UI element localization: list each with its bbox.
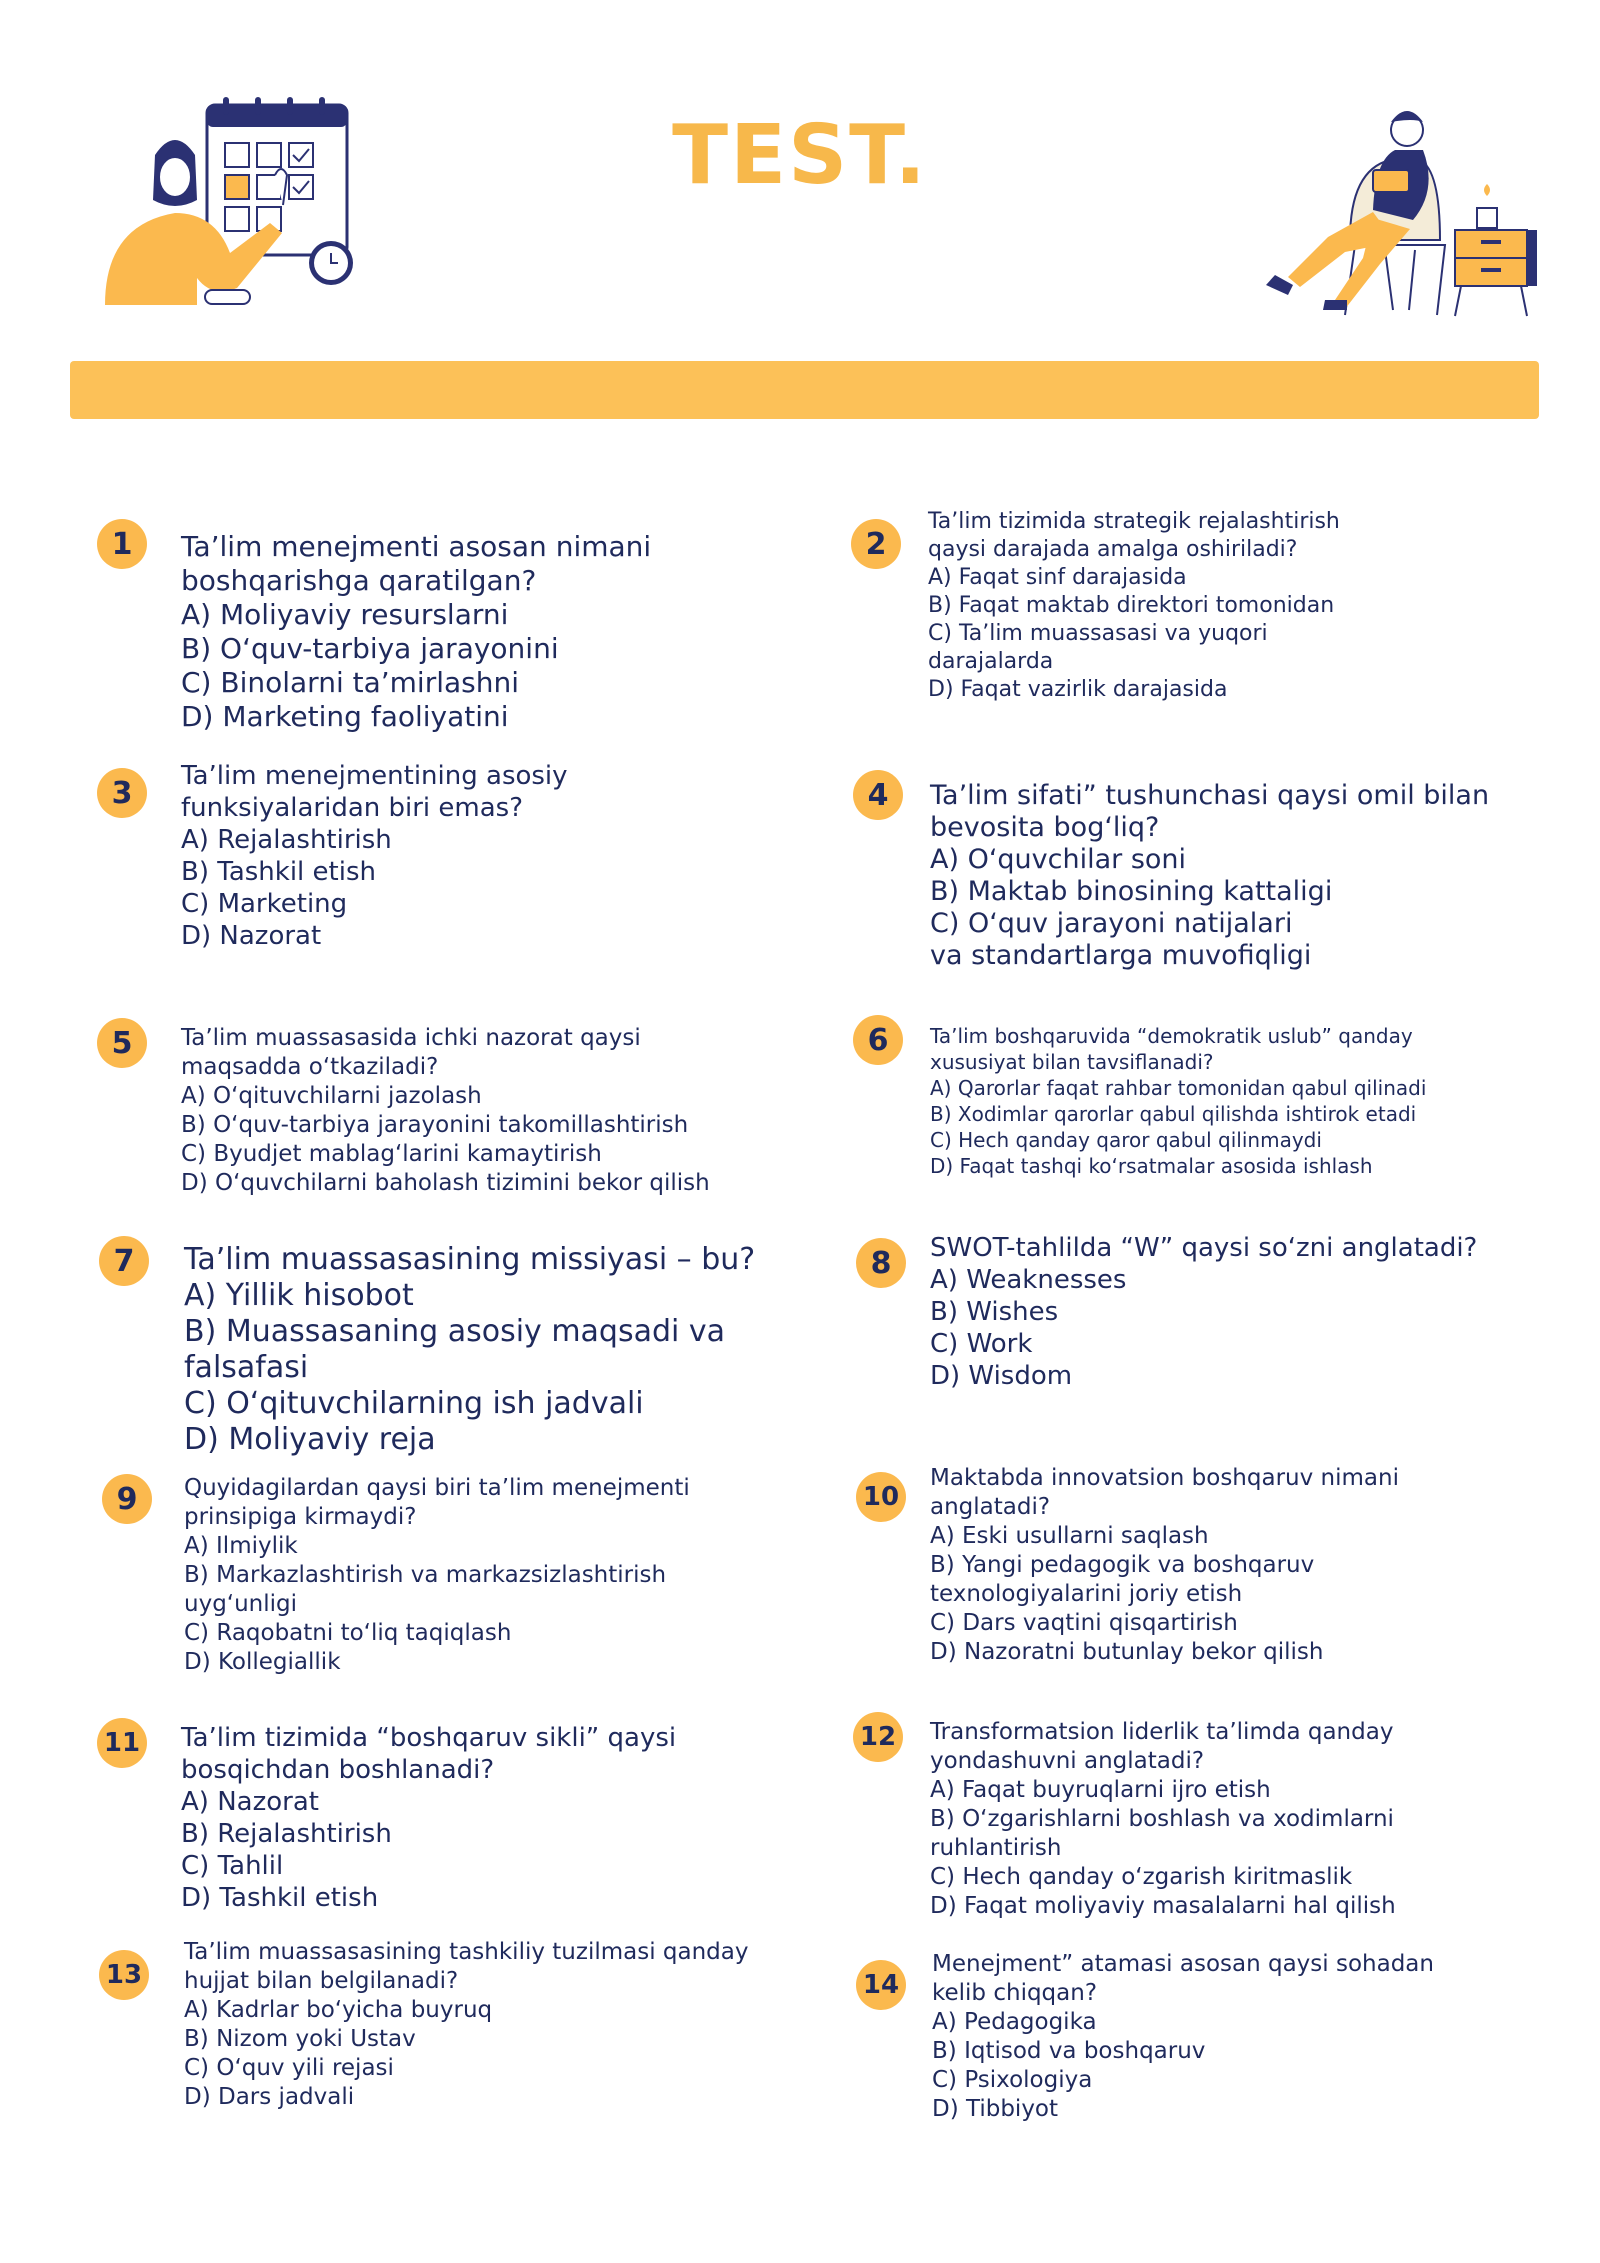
answer-option[interactable]: D) Nazorat — [181, 921, 322, 951]
answer-option[interactable]: A) Rejalashtirish — [181, 825, 392, 855]
answer-option[interactable]: D) Marketing faoliyatini — [181, 700, 509, 733]
question-number-badge: 8 — [856, 1238, 906, 1288]
answer-option[interactable]: B) Maktab binosining kattaligi — [930, 876, 1333, 907]
answer-option[interactable]: A) Moliyaviy resurslarni — [181, 598, 509, 631]
answer-option[interactable]: B) O‘zgarishlarni boshlash va xodimlarni ruhlantirish — [930, 1806, 1394, 1861]
question-number-badge: 7 — [99, 1236, 149, 1286]
question-number-badge: 6 — [853, 1015, 903, 1065]
answer-option[interactable]: A) Weaknesses — [930, 1265, 1127, 1295]
question-stem: Menejment” atamasi asosan qaysi sohadan kelib chiqqan? — [932, 1951, 1434, 2006]
calendar-woman-illustration — [95, 95, 365, 325]
answer-option[interactable]: B) Yangi pedagogik va boshqaruv texnologiyalarini joriy etish — [930, 1552, 1315, 1607]
question-number-badge: 3 — [97, 768, 147, 818]
question-number-badge: 13 — [99, 1950, 149, 2000]
question-stem: Ta’lim menejmentining asosiy funksiyalaridan biri emas? — [181, 761, 568, 823]
answer-option[interactable]: B) Tashkil etish — [181, 857, 376, 887]
answer-option[interactable]: D) Faqat tashqi ko‘rsatmalar asosida ishlash — [930, 1154, 1373, 1178]
answer-option[interactable]: C) O‘qituvchilarning ish jadvali — [184, 1386, 644, 1421]
answer-option[interactable]: A) O‘qituvchilarni jazolash — [181, 1083, 482, 1109]
question-stem: SWOT-tahlilda “W” qaysi so‘zni anglatadi? — [930, 1233, 1478, 1263]
question-stem: Ta’lim menejmenti asosan nimani boshqarishga qaratilgan? — [181, 530, 652, 597]
answer-option[interactable]: D) Dars jadvali — [184, 2084, 355, 2110]
question-14 — [932, 1950, 1522, 2124]
answer-option[interactable]: C) Hech qanday qaror qabul qilinmaydi — [930, 1128, 1322, 1152]
answer-option[interactable]: A) Ilmiylik — [184, 1533, 298, 1559]
answer-option[interactable]: C) Dars vaqtini qisqartirish — [930, 1610, 1238, 1636]
question-number-badge: 9 — [102, 1474, 152, 1524]
answer-option[interactable]: D) Kollegiallik — [184, 1649, 341, 1675]
answer-option[interactable]: B) Wishes — [930, 1297, 1059, 1327]
answer-option[interactable]: C) Work — [930, 1329, 1033, 1359]
answer-option[interactable]: C) O‘quv yili rejasi — [184, 2055, 394, 2081]
question-number-badge: 10 — [856, 1472, 906, 1522]
answer-option[interactable]: C) Marketing — [181, 889, 348, 919]
question-11 — [181, 1722, 701, 1914]
question-stem: Ta’lim muassasasining tashkiliy tuzilmasi qanday hujjat bilan belgilanadi? — [184, 1939, 749, 1994]
answer-option[interactable]: D) Faqat moliyaviy masalalarni hal qilish — [930, 1893, 1396, 1919]
answer-option[interactable]: A) Faqat sinf darajasida — [928, 565, 1187, 590]
question-stem: Maktabda innovatsion boshqaruv nimani anglatadi? — [930, 1465, 1399, 1520]
question-1 — [181, 530, 701, 734]
question-stem: Ta’lim muassasasining missiyasi – bu? — [184, 1242, 756, 1277]
answer-option[interactable]: C) Hech qanday o‘zgarish kiritmaslik — [930, 1864, 1353, 1890]
question-12 — [930, 1718, 1450, 1921]
question-stem: Ta’lim tizimida “boshqaruv sikli” qaysi bosqichdan boshlanadi? — [181, 1723, 677, 1785]
answer-option[interactable]: D) Tibbiyot — [932, 2096, 1059, 2122]
answer-option[interactable]: B) Xodimlar qarorlar qabul qilishda ishtirok etadi — [930, 1102, 1417, 1126]
question-stem: Ta’lim sifati” tushunchasi qaysi omil bilan bevosita bog‘liq? — [930, 780, 1490, 843]
question-number-badge: 14 — [856, 1960, 906, 2010]
answer-option[interactable]: B) Nizom yoki Ustav — [184, 2026, 416, 2052]
question-9 — [184, 1474, 744, 1677]
answer-option[interactable]: C) Raqobatni to‘liq taqiqlash — [184, 1620, 512, 1646]
question-number-badge: 12 — [853, 1712, 903, 1762]
question-stem: Ta’lim boshqaruvida “demokratik uslub” qanday xususiyat bilan tavsiflanadi? — [930, 1024, 1413, 1074]
answer-option[interactable]: C) Binolarni ta’mirlashni — [181, 666, 520, 699]
answer-option[interactable]: C) Psixologiya — [932, 2067, 1093, 2093]
answer-option[interactable]: C) Tahlil — [181, 1851, 284, 1881]
question-10 — [930, 1464, 1470, 1667]
header-band — [70, 361, 1539, 419]
question-number-badge: 11 — [97, 1718, 147, 1768]
answer-option[interactable]: A) Yillik hisobot — [184, 1278, 414, 1313]
answer-option[interactable]: C) Ta’lim muassasasi va yuqori darajalarda — [928, 621, 1268, 674]
answer-option[interactable]: B) Markazlashtirish va markazsizlashtirish uyg‘unligi — [184, 1562, 667, 1617]
answer-option[interactable]: D) Wisdom — [930, 1361, 1073, 1391]
question-7 — [184, 1242, 834, 1458]
page-title: TEST. — [672, 108, 928, 203]
answer-option[interactable]: D) Moliyaviy reja — [184, 1422, 436, 1457]
answer-option[interactable]: B) Iqtisod va boshqaruv — [932, 2038, 1206, 2064]
answer-option[interactable]: B) Muassasaning asosiy maqsadi va falsafasi — [184, 1314, 726, 1385]
question-number-badge: 1 — [97, 519, 147, 569]
answer-option[interactable]: D) Faqat vazirlik darajasida — [928, 677, 1228, 702]
answer-option[interactable]: D) O‘quvchilarni baholash tizimini bekor qilish — [181, 1170, 710, 1196]
answer-option[interactable]: A) Kadrlar bo‘yicha buyruq — [184, 1997, 493, 2023]
answer-option[interactable]: D) Tashkil etish — [181, 1883, 379, 1913]
question-stem: Ta’lim tizimida strategik rejalashtirish qaysi darajada amalga oshiriladi? — [928, 509, 1340, 562]
question-number-badge: 4 — [853, 770, 903, 820]
question-8 — [930, 1232, 1520, 1392]
question-3 — [181, 760, 601, 952]
question-5 — [181, 1024, 781, 1198]
answer-option[interactable]: A) Nazorat — [181, 1787, 319, 1817]
answer-option[interactable]: A) Qarorlar faqat rahbar tomonidan qabul qilinadi — [930, 1076, 1427, 1100]
question-4 — [930, 780, 1490, 972]
answer-option[interactable]: C) O‘quv jarayoni natijalari va standartlarga muvofiqligi — [930, 908, 1312, 971]
answer-option[interactable]: B) Rejalashtirish — [181, 1819, 392, 1849]
answer-option[interactable]: D) Nazoratni butunlay bekor qilish — [930, 1639, 1324, 1665]
question-stem: Transformatsion liderlik ta’limda qanday yondashuvni anglatadi? — [930, 1719, 1394, 1774]
question-stem: Ta’lim muassasasida ichki nazorat qaysi maqsadda o‘tkaziladi? — [181, 1025, 641, 1080]
question-stem: Quyidagilardan qaysi biri ta’lim menejmenti prinsipiga kirmaydi? — [184, 1475, 690, 1530]
answer-option[interactable]: B) O‘quv-tarbiya jarayonini takomillashtirish — [181, 1112, 689, 1138]
answer-option[interactable]: B) Faqat maktab direktori tomonidan — [928, 593, 1335, 618]
reading-man-illustration — [1255, 100, 1540, 320]
question-number-badge: 5 — [97, 1018, 147, 1068]
answer-option[interactable]: A) Pedagogika — [932, 2009, 1097, 2035]
question-6 — [930, 1023, 1520, 1179]
answer-option[interactable]: C) Byudjet mablag‘larini kamaytirish — [181, 1141, 602, 1167]
answer-option[interactable]: A) Faqat buyruqlarni ijro etish — [930, 1777, 1271, 1803]
answer-option[interactable]: A) Eski usullarni saqlash — [930, 1523, 1209, 1549]
answer-option[interactable]: A) O‘quvchilar soni — [930, 844, 1187, 875]
question-number-badge: 2 — [851, 519, 901, 569]
question-13 — [184, 1938, 764, 2112]
answer-option[interactable]: B) O‘quv-tarbiya jarayonini — [181, 632, 559, 665]
question-2 — [928, 508, 1348, 704]
